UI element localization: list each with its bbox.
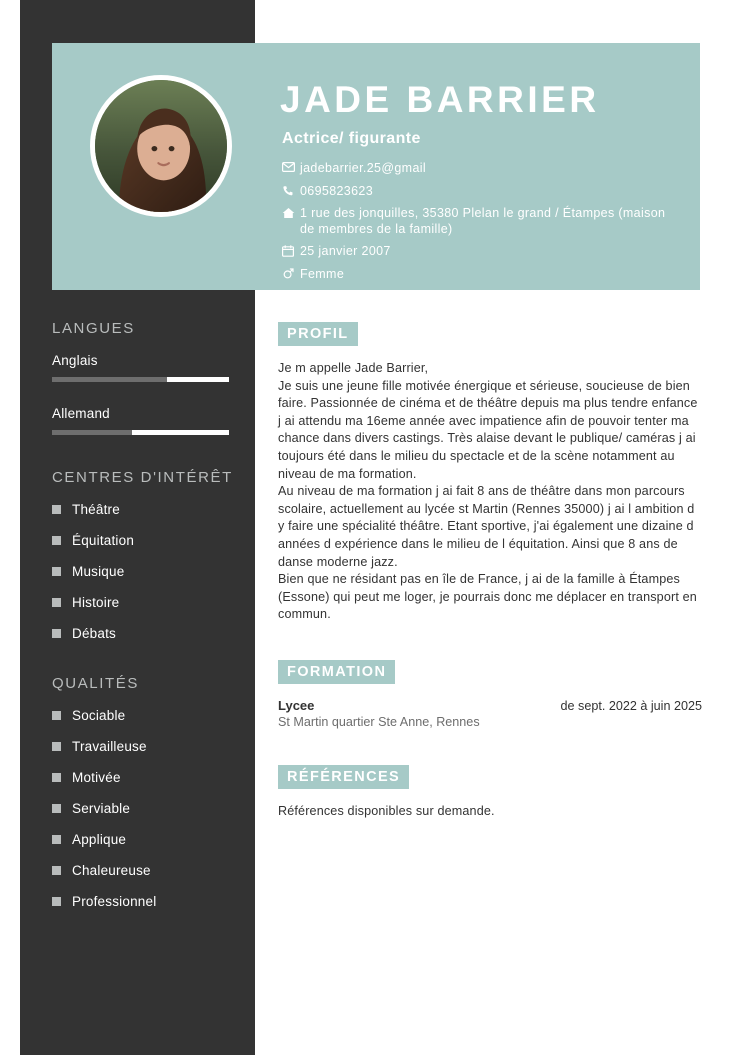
header-card <box>52 43 700 290</box>
list-item <box>52 863 241 878</box>
square-bullet-icon <box>52 773 61 782</box>
list-item <box>52 832 241 847</box>
section-title-interests: CENTRES D'INTÉRÊT <box>52 469 233 486</box>
list-item <box>52 708 241 723</box>
square-bullet-icon <box>52 804 61 813</box>
profil-line-3: Au niveau de ma formation j ai fait 8 ans de théâtre dans mon parcours scolaire, actuellement au lycée st Martin (Rennes 35000) j ai l ambition d y faire une spécialité théâtre. Etant sportive, j'ai également une dizaine d années d expérience dans le milieu de l équitation. Ainsi que 8 ans de danse moderne jazz. <box>278 484 695 569</box>
section-references <box>278 765 702 821</box>
list-item <box>52 626 241 641</box>
list-item-label: Débats <box>72 626 116 641</box>
envelope-icon <box>282 162 300 172</box>
square-bullet-icon <box>52 742 61 751</box>
section-title-formation: FORMATION <box>278 660 395 684</box>
list-item-label: Motivée <box>72 770 121 785</box>
list-item-label: Histoire <box>72 595 120 610</box>
sidebar-content <box>52 320 241 925</box>
page-title: JADE BARRIER <box>280 79 600 120</box>
profil-line-2: Je suis une jeune fille motivée énergique et sérieuse, soucieuse de bien faire. Passionnée de cinéma et de théâtre depuis ma plus tendre enfance j ai attendu ma 16eme année avec impatience afin de pouvoir tenter ma chance dans divers castings. Très alaise devant le publique/ caméras j ai toujours été dans le milieu du spectacle et de la scène notamment au niveau de ma formation. <box>278 378 698 481</box>
language-item-allemand <box>52 406 241 435</box>
list-item <box>52 595 241 610</box>
interests-list <box>52 502 241 641</box>
language-level-bar <box>52 377 229 382</box>
contact-gender: Femme <box>300 266 345 281</box>
formation-date: de sept. 2022 à juin 2025 <box>560 698 702 713</box>
list-item <box>52 502 241 517</box>
contact-address: 1 rue des jonquilles, 35380 Plelan le grand / Étampes (maison de membres de la famille) <box>300 206 666 236</box>
language-item-anglais <box>52 353 241 382</box>
section-title-languages: LANGUES <box>52 320 135 337</box>
square-bullet-icon <box>52 866 61 875</box>
contact-row-gender <box>282 267 670 283</box>
section-title-qualities: QUALITÉS <box>52 675 139 692</box>
qualities-list <box>52 708 241 909</box>
square-bullet-icon <box>52 835 61 844</box>
square-bullet-icon <box>52 711 61 720</box>
list-item-label: Sociable <box>72 708 126 723</box>
contact-row-phone <box>282 184 670 200</box>
profil-line-1: Je m appelle Jade Barrier, <box>278 361 429 375</box>
list-item-label: Chaleureuse <box>72 863 151 878</box>
contact-row-email <box>282 161 670 177</box>
section-formation <box>278 660 702 729</box>
square-bullet-icon <box>52 536 61 545</box>
formation-detail: St Martin quartier Ste Anne, Rennes <box>278 714 480 729</box>
list-item-label: Travailleuse <box>72 739 147 754</box>
formation-school: Lycee <box>278 697 315 713</box>
square-bullet-icon <box>52 897 61 906</box>
section-title-profil: PROFIL <box>278 322 358 346</box>
square-bullet-icon <box>52 505 61 514</box>
list-item <box>52 533 241 548</box>
language-name: Anglais <box>52 353 98 368</box>
formation-entry <box>278 698 702 713</box>
contact-row-birthdate <box>282 244 670 260</box>
square-bullet-icon <box>52 598 61 607</box>
square-bullet-icon <box>52 567 61 576</box>
list-item <box>52 894 241 909</box>
list-item <box>52 739 241 754</box>
list-item-label: Serviable <box>72 801 131 816</box>
contact-email[interactable]: jadebarrier.25@gmail <box>300 161 427 175</box>
list-item-label: Professionnel <box>72 894 157 909</box>
contact-list <box>282 161 670 289</box>
square-bullet-icon <box>52 629 61 638</box>
language-level-bar <box>52 430 229 435</box>
calendar-icon <box>282 245 300 257</box>
list-item-label: Théâtre <box>72 502 120 517</box>
gender-icon <box>282 268 300 280</box>
contact-phone[interactable]: 0695823623 <box>300 183 374 198</box>
list-item <box>52 770 241 785</box>
list-item-label: Musique <box>72 564 125 579</box>
list-item-label: Équitation <box>72 533 135 548</box>
phone-icon <box>282 185 300 197</box>
contact-birthdate: 25 janvier 2007 <box>300 244 391 258</box>
profil-line-4: Bien que ne résidant pas en île de France, j ai de la famille à Étampes (Essone) qui peut me loger, je pourrais donc me déplacer en transport en commun. <box>278 572 697 622</box>
section-title-references: RÉFÉRENCES <box>278 765 409 789</box>
home-icon <box>282 207 300 219</box>
references-text: Références disponibles sur demande. <box>278 803 495 818</box>
language-name: Allemand <box>52 406 110 421</box>
contact-row-address <box>282 206 670 237</box>
job-title: Actrice/ figurante <box>282 130 421 147</box>
list-item <box>52 564 241 579</box>
main-content <box>278 322 702 841</box>
list-item-label: Applique <box>72 832 127 847</box>
section-profil <box>278 322 702 624</box>
list-item <box>52 801 241 816</box>
avatar <box>90 75 232 217</box>
